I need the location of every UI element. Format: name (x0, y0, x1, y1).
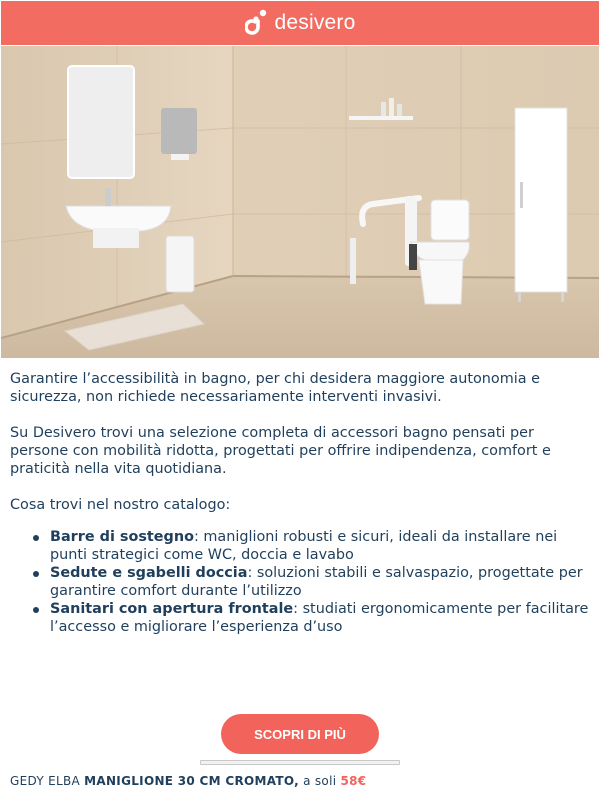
promo-connector: a soli (299, 774, 341, 788)
divider (200, 760, 400, 765)
list-item (10, 528, 590, 564)
brand-name: desivero (274, 11, 356, 34)
list-item (10, 564, 590, 600)
brand-logo[interactable] (245, 8, 356, 38)
list-item-title[interactable]: Barre di sostegno (50, 529, 194, 545)
bullet-dot-icon (33, 535, 39, 541)
desivero-logo-icon (245, 8, 271, 38)
list-item-text: : soluzioni stabili e salvaspazio, progettate per garantire comfort durante l’utilizzo (50, 565, 583, 599)
bullet-dot-icon (33, 571, 39, 577)
accessible-bathroom-photo (1, 46, 599, 358)
list-item-text: : maniglioni robusti e sicuri, ideali da installare nei punti strategici come WC, doccia e lavabo (50, 529, 558, 563)
product-promo[interactable] (10, 774, 366, 788)
intro-paragraph: Garantire l’accessibilità in bagno, per chi desidera maggiore autonomia e sicurezza, non richiede necessariamente interventi invasivi. (10, 371, 540, 405)
list-item-title[interactable]: Sedute e sgabelli doccia (50, 565, 248, 581)
promo-product: MANIGLIONE 30 CM CROMATO, (84, 774, 299, 788)
promo-brand: GEDY ELBA (10, 774, 85, 788)
description-paragraph: Su Desivero trovi una selezione completa di accessori bagno pensati per persone con mobilità ridotta, progettati per offrire indipendenza, comfort e praticità nella vita quotidiana. (10, 425, 551, 477)
hero-image[interactable] (1, 46, 599, 358)
promo-price: 58€ (340, 774, 367, 788)
bullet-dot-icon (33, 607, 39, 613)
catalog-heading: Cosa trovi nel nostro catalogo: (10, 497, 231, 513)
list-item (10, 600, 590, 636)
brand-header (1, 1, 599, 45)
list-item-title[interactable]: Sanitari con apertura frontale (50, 601, 294, 617)
list-item-text: : studiati ergonomicamente per facilitare l’accesso e migliorare l’esperienza d’uso (50, 601, 589, 635)
discover-more-button[interactable]: SCOPRI DI PIÙ (221, 714, 379, 754)
